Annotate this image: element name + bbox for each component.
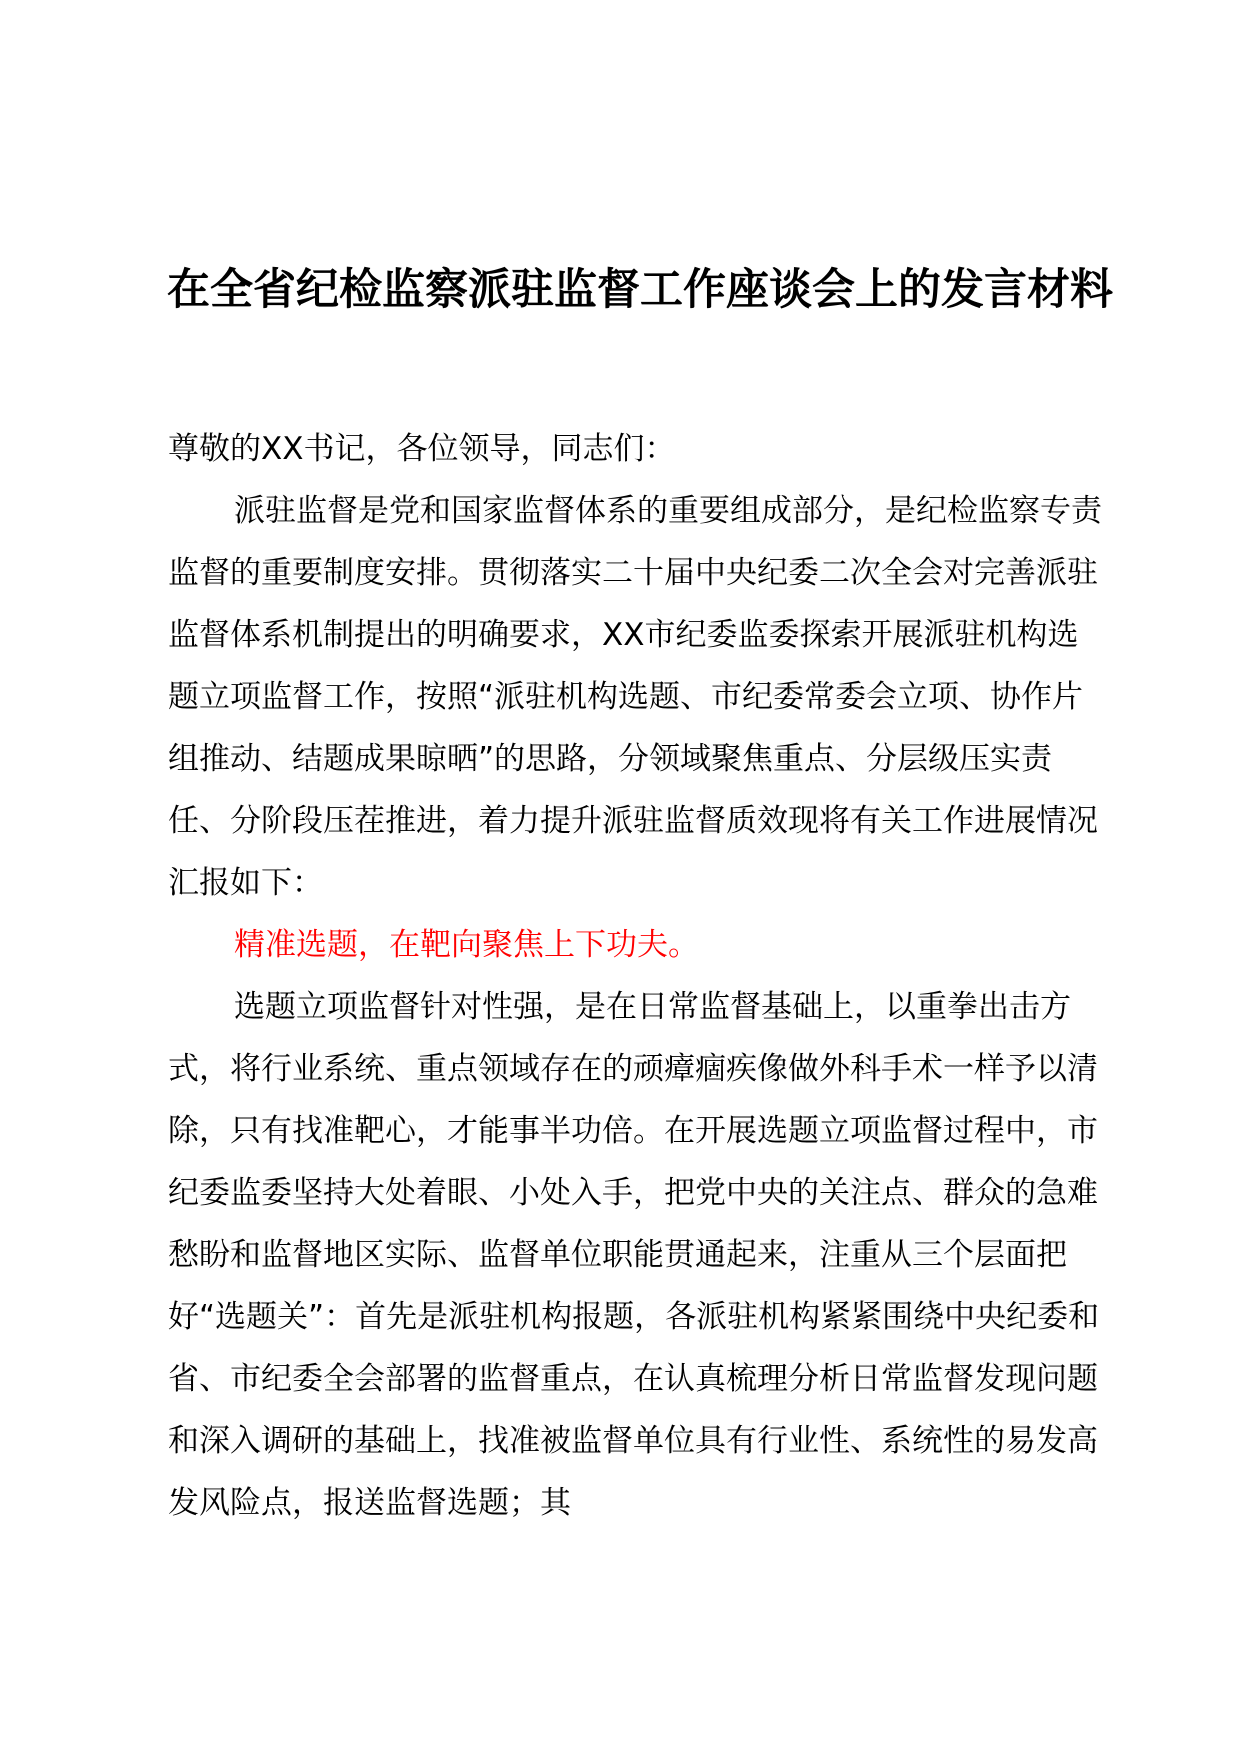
salutation: 尊敬的XX书记，各位领导，同志们： <box>168 431 676 467</box>
paragraph-topic-selection: 选题立项监督针对性强，是在日常监督基础上，以重拳出击方式，将行业系统、重点领域存在的顽瘴痼疾像做外科手术一样予以清除，只有找准靶心，才能事半功倍。在开展选题立项监督过程中，市纪委监委坚持大处着眼、小处入手，把党中央的关注点、群众的急难愁盼和监督地区实际、监督单位职能贯通起来，注重从三个层面把好“选题关”：首先是派驻机构报题，各派驻机构紧紧围绕中央纪委和省、市纪委全会部署的监督重点，在认真梳理分析日常监督发现问题和深入调研的基础上，找准被监督单位具有行业性、系统性的易发高发风险点，报送监督选题；其 <box>168 989 1100 1521</box>
document-title: 在全省纪检监察派驻监督工作座谈会上的发言材料 <box>167 265 1113 315</box>
paragraph-intro: 派驻监督是党和国家监督体系的重要组成部分，是纪检监察专责监督的重要制度安排。贯彻落实二十届中央纪委二次全会对完善派驻监督体系机制提出的明确要求，XX市纪委监委探索开展派驻机构选题立项监督工作，按照“派驻机构选题、市纪委常委会立项、协作片组推动、结题成果晾晒”的思路，分领域聚焦重点、分层级压实责任、分阶段压茬推进，着力提升派驻监督质效现将有关工作进展情况汇报如下： <box>168 493 1102 901</box>
section-heading: 精准选题，在靶向聚焦上下功夫。 <box>234 927 699 963</box>
document-body <box>168 418 1108 1534</box>
